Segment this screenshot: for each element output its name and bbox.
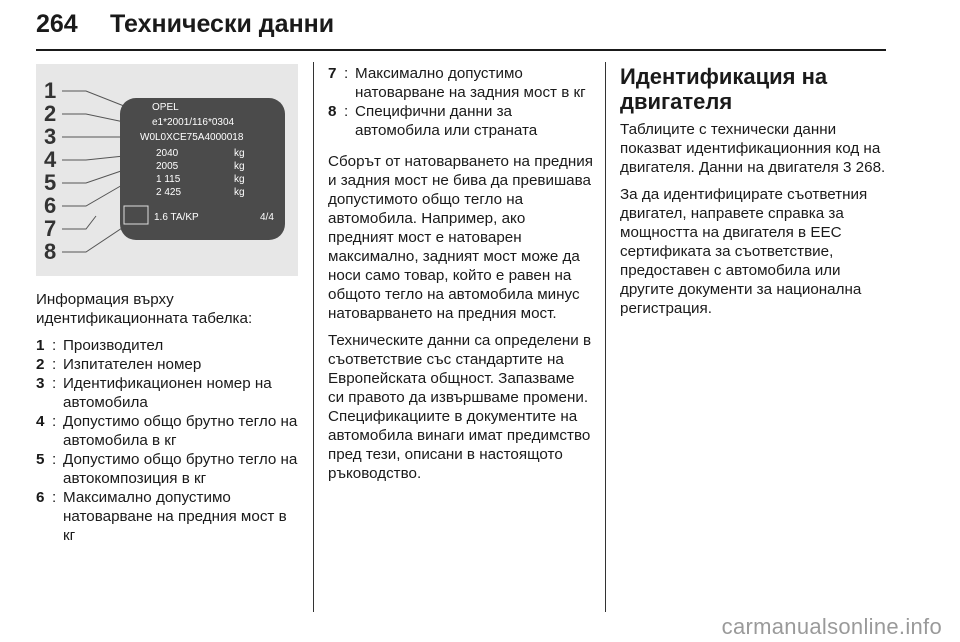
callout-7: 7 bbox=[44, 216, 57, 241]
list-item-number: 3 bbox=[36, 375, 45, 392]
callout-1: 1 bbox=[44, 78, 57, 103]
list-item: 1 : Производител bbox=[36, 336, 298, 355]
column-divider-2 bbox=[605, 62, 606, 612]
plate-intro-text: Информация върху идентификационната табелка: bbox=[36, 291, 253, 327]
list-item-text: Допустимо общо брутно тегло на автомобила в кг bbox=[63, 413, 298, 449]
id-plate bbox=[120, 98, 285, 240]
column-3 bbox=[620, 64, 890, 326]
list-item: 3 : Идентификационен номер на автомобила bbox=[36, 374, 298, 412]
list-item: 7 : Максимално допустимо натоварване на задния мост в кг bbox=[328, 64, 594, 102]
plate-unit: kg bbox=[234, 148, 245, 159]
watermark: carmanualsonline.info bbox=[721, 614, 942, 639]
list-item: 5 : Допустимо общо брутно тегло на автокомпозиция в кг bbox=[36, 451, 298, 487]
list-item-number: 7 bbox=[328, 65, 337, 82]
list-item-number: 6 bbox=[36, 489, 45, 506]
section-heading: Идентификация на двигателя bbox=[620, 64, 828, 114]
plate-unit: kg bbox=[234, 161, 245, 172]
callout-8: 8 bbox=[44, 239, 57, 264]
list-item-text: Специфични данни за автомобила или страната bbox=[355, 103, 538, 139]
page-header bbox=[36, 10, 886, 50]
plate-marker-box bbox=[124, 206, 148, 224]
list-item: 2 : Изпитателен номер bbox=[36, 355, 298, 374]
column-2 bbox=[328, 64, 594, 491]
list-item-number: 4 bbox=[36, 413, 45, 430]
list-item-text: Допустимо общо брутно тегло на автокомпозиция в кг bbox=[63, 451, 298, 487]
engine-reference-paragraph: За да идентифицирате съответния двигател, направете справка за мощността на двигателя в EEC сертификата за съответствие, предоставен с автомобила или другите документи за национална регистрация. bbox=[620, 186, 868, 317]
plate-country-data: 1.6 TA/KP bbox=[154, 212, 199, 223]
plate-rear-axle: 2 425 bbox=[156, 187, 182, 198]
plate-gross-weight: 2040 bbox=[156, 148, 179, 159]
standards-paragraph: Техническите данни са определени в съответствие със стандартите на Европейската общност. Запазваме си правото да извършваме промени. Спецификациите в документите на автомобила винаги имат предимство пред тези, описани в настоящото ръководство. bbox=[328, 332, 592, 482]
list-item-text: Изпитателен номер bbox=[63, 356, 202, 373]
list-item-text: Производител bbox=[63, 337, 164, 354]
list-item-number: 8 bbox=[328, 103, 337, 120]
list-item-text: Идентификационен номер на автомобила bbox=[63, 375, 272, 411]
header-rule bbox=[36, 49, 886, 51]
list-item: 8 : Специфични данни за автомобила или страната bbox=[328, 102, 594, 140]
list-item: 6 : Максимално допустимо натоварване на предния мост в кг bbox=[36, 488, 298, 545]
callout-3: 3 bbox=[44, 124, 57, 149]
list-item-number: 2 bbox=[36, 356, 45, 373]
plate-unit: kg bbox=[234, 187, 245, 198]
page-title: Технически данни bbox=[110, 10, 335, 38]
plate-corner-code: 4/4 bbox=[260, 212, 274, 223]
plate-combination-weight: 2005 bbox=[156, 161, 179, 172]
axle-load-paragraph: Сборът от натоварването на предния и задния мост не бива да превишава допустимото общо тегло на автомобила. Например, ако предният мост е натоварен максимално, задният мост може да носи само товар, който е равен на общото тегло на автомобила минус натоварването на предния мост. bbox=[328, 153, 593, 322]
plate-vin: W0L0XCE75A4000018 bbox=[140, 132, 244, 143]
engine-id-paragraph: Таблиците с технически данни показват идентификационния код на двигателя. Данни на двигателя 3 268. bbox=[620, 121, 886, 176]
plate-test-number: e1*2001/116*0304 bbox=[152, 117, 235, 128]
plate-legend-list-continued bbox=[328, 64, 594, 140]
callout-4: 4 bbox=[44, 147, 57, 172]
callout-5: 5 bbox=[44, 170, 57, 195]
page-number: 264 bbox=[36, 10, 78, 38]
column-1 bbox=[36, 290, 298, 553]
column-divider-1 bbox=[313, 62, 314, 612]
plate-unit: kg bbox=[234, 174, 245, 185]
plate-front-axle: 1 115 bbox=[156, 174, 181, 185]
list-item-text: Максимално допустимо натоварване на предния мост в кг bbox=[63, 489, 287, 544]
callout-6: 6 bbox=[44, 193, 57, 218]
list-item-number: 5 bbox=[36, 451, 45, 468]
plate-legend-list bbox=[36, 336, 298, 545]
list-item-text: Максимално допустимо натоварване на задния мост в кг bbox=[355, 65, 586, 101]
callout-2: 2 bbox=[44, 101, 57, 126]
list-item-number: 1 bbox=[36, 337, 45, 354]
list-item: 4 : Допустимо общо брутно тегло на автомобила в кг bbox=[36, 413, 298, 449]
id-plate-figure bbox=[36, 64, 298, 276]
plate-manufacturer: OPEL bbox=[152, 102, 179, 113]
